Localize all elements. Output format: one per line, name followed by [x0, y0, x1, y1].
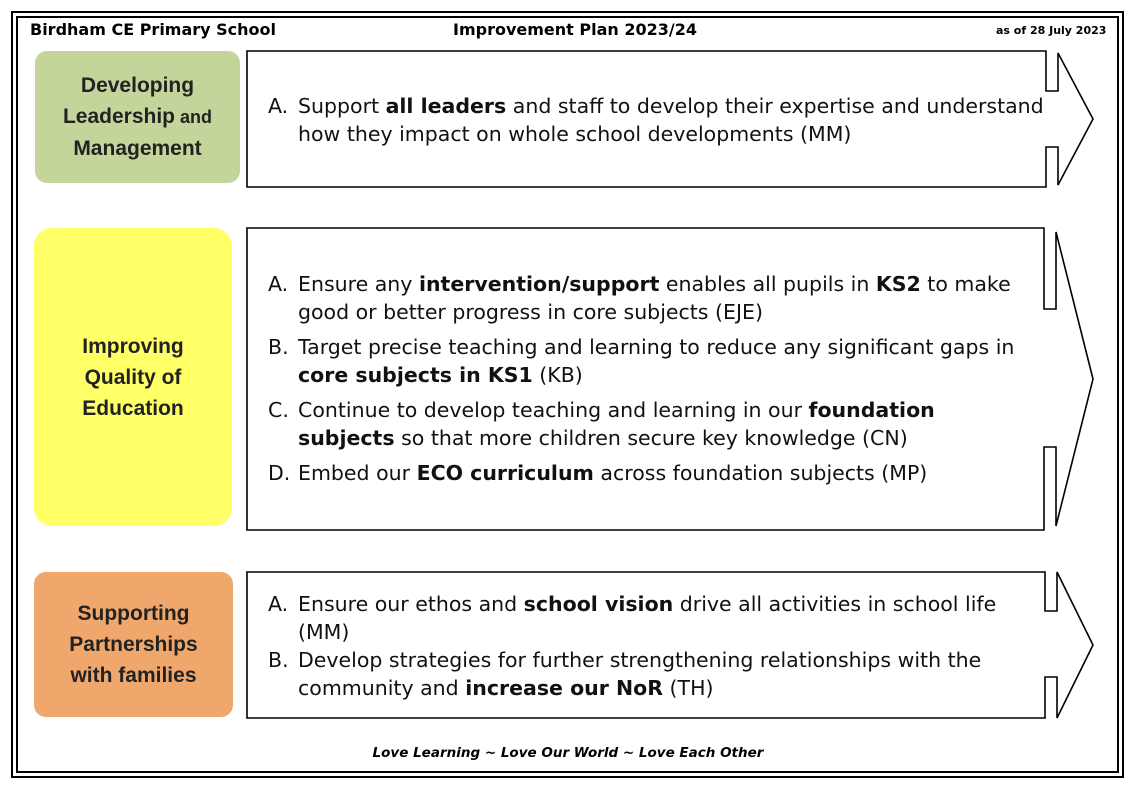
item-text: Develop strategies for further strengthening relationships with the community and increase our NoR (TH) [298, 648, 982, 700]
label-line: and [175, 107, 213, 127]
item-text: Support all leaders and staff to develop their expertise and understand how they impact on whole school developments (MM) [298, 94, 1044, 146]
objective-item [268, 92, 1058, 148]
label-line: Improving [82, 334, 184, 358]
education-objectives [268, 270, 1028, 494]
school-motto: Love Learning ~ Love Our World ~ Love Each Other [372, 745, 764, 761]
item-text: Ensure any intervention/support enables all pupils in KS2 to make good or better progress in core subjects (EJE) [298, 272, 1011, 324]
item-text: Continue to develop teaching and learning in our foundation subjects so that more children secure key knowledge (CN) [298, 398, 935, 450]
label-line: with families [70, 664, 197, 687]
label-line: Education [82, 396, 184, 420]
item-letter: A. [268, 272, 289, 296]
label-line: Leadership [62, 105, 176, 128]
objective-item [268, 333, 1028, 389]
label-line: Developing [80, 74, 195, 97]
item-letter: A. [268, 592, 289, 616]
label-line: Management [73, 137, 202, 160]
objective-item [268, 459, 1028, 487]
priority-label-partnerships [34, 572, 233, 717]
item-letter: A. [268, 94, 289, 118]
partnership-objectives [268, 590, 1048, 702]
label-line: Supporting [77, 602, 190, 625]
objective-item [268, 590, 1048, 646]
item-letter: B. [268, 648, 289, 672]
item-text: Embed our ECO curriculum across foundation subjects (MP) [298, 461, 928, 485]
objective-item [268, 270, 1028, 326]
leadership-objectives [268, 92, 1058, 148]
as-of-date: as of 28 July 2023 [996, 24, 1107, 37]
item-text: Ensure our ethos and school vision drive all activities in school life (MM) [298, 592, 997, 644]
item-letter: B. [268, 335, 289, 359]
objective-item [268, 396, 1028, 452]
plan-title: Improvement Plan 2023/24 [453, 20, 697, 39]
item-text: Target precise teaching and learning to reduce any significant gaps in core subjects in KS1 (KB) [298, 335, 1015, 387]
priority-label-leadership [35, 51, 240, 183]
priority-label-education [34, 228, 232, 526]
label-line: Partnerships [69, 633, 198, 656]
item-letter: D. [268, 461, 291, 485]
objective-item [268, 646, 1048, 702]
item-letter: C. [268, 398, 289, 422]
school-name: Birdham CE Primary School [30, 20, 277, 39]
label-line: Quality of [84, 365, 182, 389]
